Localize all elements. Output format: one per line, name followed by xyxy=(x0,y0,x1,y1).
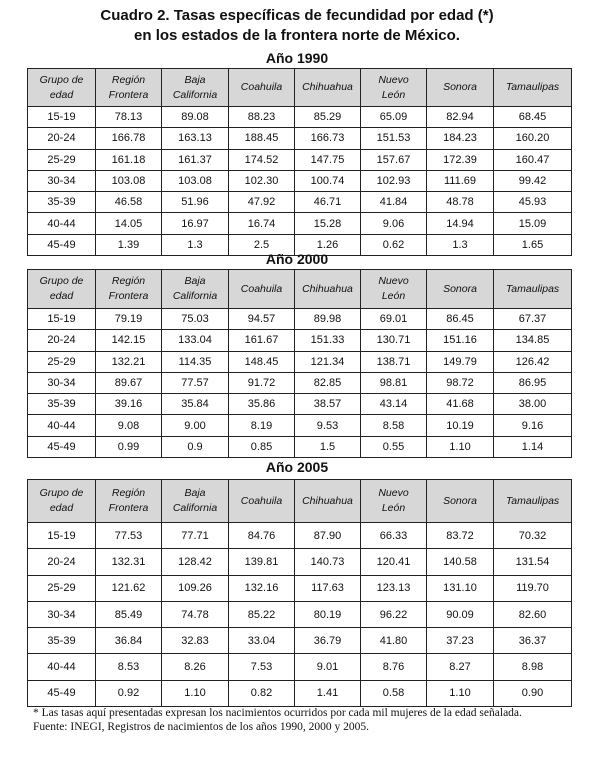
table-1990 xyxy=(27,68,572,256)
title-line-2: en los estados de la frontera norte de México. xyxy=(134,27,460,44)
rate-cell: 47.92 xyxy=(229,192,295,213)
rate-cell: 69.01 xyxy=(361,309,427,330)
table-header-row xyxy=(28,480,572,523)
rate-cell: 8.76 xyxy=(361,654,427,680)
age-group-cell: 35-39 xyxy=(28,192,96,213)
rate-cell: 1.65 xyxy=(494,234,572,255)
header-region-frontera: Región Frontera xyxy=(96,69,162,107)
rate-cell: 65.09 xyxy=(361,107,427,128)
rate-cell: 188.45 xyxy=(229,128,295,149)
table-row xyxy=(28,213,572,234)
rate-cell: 160.20 xyxy=(494,128,572,149)
rate-cell: 33.04 xyxy=(229,628,295,654)
header-baja-california: Baja California xyxy=(162,480,229,523)
rate-cell: 1.10 xyxy=(162,680,229,706)
rate-cell: 82.60 xyxy=(494,601,572,627)
rate-cell: 36.84 xyxy=(96,628,162,654)
footnotes xyxy=(33,706,573,734)
rate-cell: 1.26 xyxy=(295,234,361,255)
rate-cell: 161.67 xyxy=(229,330,295,351)
rate-cell: 1.41 xyxy=(295,680,361,706)
table-row xyxy=(28,372,572,393)
table-row xyxy=(28,149,572,170)
age-group-cell: 40-44 xyxy=(28,654,96,680)
rate-cell: 15.28 xyxy=(295,213,361,234)
header-tamaulipas: Tamaulipas xyxy=(494,270,572,309)
rate-cell: 119.70 xyxy=(494,575,572,601)
rate-cell: 83.72 xyxy=(427,523,494,549)
rate-cell: 172.39 xyxy=(427,149,494,170)
rate-cell: 75.03 xyxy=(162,309,229,330)
rate-cell: 151.33 xyxy=(295,330,361,351)
rate-cell: 109.26 xyxy=(162,575,229,601)
rate-cell: 10.19 xyxy=(427,415,494,436)
source-note: Fuente: INEGI, Registros de nacimientos de los años 1990, 2000 y 2005. xyxy=(33,721,370,733)
rate-cell: 85.49 xyxy=(96,601,162,627)
table-row xyxy=(28,654,572,680)
table-row xyxy=(28,170,572,191)
rate-cell: 138.71 xyxy=(361,351,427,372)
rate-cell: 117.63 xyxy=(295,575,361,601)
table-row xyxy=(28,192,572,213)
rate-cell: 8.58 xyxy=(361,415,427,436)
rate-cell: 151.16 xyxy=(427,330,494,351)
rate-cell: 66.33 xyxy=(361,523,427,549)
rate-cell: 132.21 xyxy=(96,351,162,372)
rate-cell: 36.79 xyxy=(295,628,361,654)
rate-cell: 103.08 xyxy=(96,170,162,191)
age-group-cell: 15-19 xyxy=(28,523,96,549)
rate-cell: 46.71 xyxy=(295,192,361,213)
rate-cell: 43.14 xyxy=(361,394,427,415)
rate-cell: 8.19 xyxy=(229,415,295,436)
document-title xyxy=(0,6,594,46)
rate-cell: 86.45 xyxy=(427,309,494,330)
table-2005 xyxy=(27,479,572,707)
rate-cell: 133.04 xyxy=(162,330,229,351)
rate-cell: 174.52 xyxy=(229,149,295,170)
age-group-cell: 30-34 xyxy=(28,372,96,393)
age-group-cell: 40-44 xyxy=(28,415,96,436)
rate-cell: 121.62 xyxy=(96,575,162,601)
header-baja-california: Baja California xyxy=(162,270,229,309)
rate-cell: 123.13 xyxy=(361,575,427,601)
rate-cell: 89.08 xyxy=(162,107,229,128)
rate-cell: 0.58 xyxy=(361,680,427,706)
rate-cell: 161.18 xyxy=(96,149,162,170)
rate-cell: 35.84 xyxy=(162,394,229,415)
rate-cell: 0.9 xyxy=(162,436,229,457)
rate-cell: 100.74 xyxy=(295,170,361,191)
title-line-1: Cuadro 2. Tasas específicas de fecundidad por edad (*) xyxy=(100,7,494,24)
rate-cell: 140.58 xyxy=(427,549,494,575)
rate-cell: 166.73 xyxy=(295,128,361,149)
rate-cell: 68.45 xyxy=(494,107,572,128)
rate-cell: 37.23 xyxy=(427,628,494,654)
rate-cell: 0.62 xyxy=(361,234,427,255)
rate-cell: 0.99 xyxy=(96,436,162,457)
rate-cell: 132.31 xyxy=(96,549,162,575)
rate-cell: 90.09 xyxy=(427,601,494,627)
rate-cell: 38.57 xyxy=(295,394,361,415)
rate-cell: 9.16 xyxy=(494,415,572,436)
rate-cell: 148.45 xyxy=(229,351,295,372)
header-chihuahua: Chihuahua xyxy=(295,270,361,309)
rate-cell: 131.54 xyxy=(494,549,572,575)
header-baja-california: Baja California xyxy=(162,69,229,107)
rate-cell: 132.16 xyxy=(229,575,295,601)
age-group-cell: 30-34 xyxy=(28,601,96,627)
rate-cell: 79.19 xyxy=(96,309,162,330)
rate-cell: 48.78 xyxy=(427,192,494,213)
rate-cell: 102.30 xyxy=(229,170,295,191)
header-grupo-edad: Grupo de edad xyxy=(28,480,96,523)
rate-cell: 1.10 xyxy=(427,680,494,706)
rate-cell: 39.16 xyxy=(96,394,162,415)
footnote: * Las tasas aquí presentadas expresan los nacimientos ocurridos por cada mil mujeres de la edad señalada. xyxy=(33,707,522,719)
rate-cell: 80.19 xyxy=(295,601,361,627)
rate-cell: 1.3 xyxy=(427,234,494,255)
rate-cell: 89.67 xyxy=(96,372,162,393)
age-group-cell: 20-24 xyxy=(28,549,96,575)
rate-cell: 126.42 xyxy=(494,351,572,372)
age-group-cell: 35-39 xyxy=(28,394,96,415)
age-group-cell: 25-29 xyxy=(28,575,96,601)
rate-cell: 163.13 xyxy=(162,128,229,149)
rate-cell: 84.76 xyxy=(229,523,295,549)
rate-cell: 9.01 xyxy=(295,654,361,680)
table-row xyxy=(28,680,572,706)
table-row xyxy=(28,628,572,654)
header-tamaulipas: Tamaulipas xyxy=(494,480,572,523)
header-tamaulipas: Tamaulipas xyxy=(494,69,572,107)
header-chihuahua: Chihuahua xyxy=(295,480,361,523)
rate-cell: 67.37 xyxy=(494,309,572,330)
rate-cell: 70.32 xyxy=(494,523,572,549)
rate-cell: 77.71 xyxy=(162,523,229,549)
table-row xyxy=(28,523,572,549)
table-row xyxy=(28,436,572,457)
rate-cell: 1.14 xyxy=(494,436,572,457)
rate-cell: 94.57 xyxy=(229,309,295,330)
table-row xyxy=(28,107,572,128)
table-2000 xyxy=(27,269,572,458)
rate-cell: 149.79 xyxy=(427,351,494,372)
rate-cell: 77.57 xyxy=(162,372,229,393)
rate-cell: 85.22 xyxy=(229,601,295,627)
rate-cell: 1.3 xyxy=(162,234,229,255)
rate-cell: 98.72 xyxy=(427,372,494,393)
rate-cell: 45.93 xyxy=(494,192,572,213)
rate-cell: 14.05 xyxy=(96,213,162,234)
age-group-cell: 25-29 xyxy=(28,149,96,170)
rate-cell: 102.93 xyxy=(361,170,427,191)
year-heading-1990: Año 1990 xyxy=(265,50,329,66)
rate-cell: 88.23 xyxy=(229,107,295,128)
header-region-frontera: Región Frontera xyxy=(96,480,162,523)
rate-cell: 166.78 xyxy=(96,128,162,149)
rate-cell: 9.06 xyxy=(361,213,427,234)
rate-cell: 161.37 xyxy=(162,149,229,170)
year-heading-2000: Año 2000 xyxy=(265,251,329,267)
rate-cell: 142.15 xyxy=(96,330,162,351)
year-heading-2005: Año 2005 xyxy=(265,459,329,475)
rate-cell: 160.47 xyxy=(494,149,572,170)
rate-cell: 1.5 xyxy=(295,436,361,457)
rate-cell: 121.34 xyxy=(295,351,361,372)
rate-cell: 51.96 xyxy=(162,192,229,213)
rate-cell: 157.67 xyxy=(361,149,427,170)
rate-cell: 98.81 xyxy=(361,372,427,393)
rate-cell: 82.94 xyxy=(427,107,494,128)
age-group-cell: 45-49 xyxy=(28,436,96,457)
rate-cell: 1.39 xyxy=(96,234,162,255)
rate-cell: 0.92 xyxy=(96,680,162,706)
rate-cell: 77.53 xyxy=(96,523,162,549)
table-header-row xyxy=(28,270,572,309)
age-group-cell: 20-24 xyxy=(28,330,96,351)
table-row xyxy=(28,415,572,436)
rate-cell: 130.71 xyxy=(361,330,427,351)
rate-cell: 114.35 xyxy=(162,351,229,372)
rate-cell: 7.53 xyxy=(229,654,295,680)
header-nuevo-leon: Nuevo León xyxy=(361,270,427,309)
rate-cell: 38.00 xyxy=(494,394,572,415)
rate-cell: 74.78 xyxy=(162,601,229,627)
age-group-cell: 25-29 xyxy=(28,351,96,372)
header-nuevo-leon: Nuevo León xyxy=(361,69,427,107)
rate-cell: 2.5 xyxy=(229,234,295,255)
header-grupo-edad: Grupo de edad xyxy=(28,69,96,107)
table-row xyxy=(28,575,572,601)
table-row xyxy=(28,549,572,575)
age-group-cell: 30-34 xyxy=(28,170,96,191)
table-row xyxy=(28,309,572,330)
rate-cell: 139.81 xyxy=(229,549,295,575)
table-row xyxy=(28,351,572,372)
age-group-cell: 45-49 xyxy=(28,234,96,255)
rate-cell: 91.72 xyxy=(229,372,295,393)
rate-cell: 36.37 xyxy=(494,628,572,654)
rate-cell: 16.74 xyxy=(229,213,295,234)
header-chihuahua: Chihuahua xyxy=(295,69,361,107)
rate-cell: 35.86 xyxy=(229,394,295,415)
age-group-cell: 35-39 xyxy=(28,628,96,654)
rate-cell: 16.97 xyxy=(162,213,229,234)
header-sonora: Sonora xyxy=(427,270,494,309)
rate-cell: 184.23 xyxy=(427,128,494,149)
rate-cell: 0.82 xyxy=(229,680,295,706)
age-group-cell: 15-19 xyxy=(28,107,96,128)
rate-cell: 134.85 xyxy=(494,330,572,351)
rate-cell: 9.08 xyxy=(96,415,162,436)
age-group-cell: 45-49 xyxy=(28,680,96,706)
header-coahuila: Coahuila xyxy=(229,69,295,107)
rate-cell: 96.22 xyxy=(361,601,427,627)
rate-cell: 0.85 xyxy=(229,436,295,457)
rate-cell: 103.08 xyxy=(162,170,229,191)
rate-cell: 0.90 xyxy=(494,680,572,706)
age-group-cell: 15-19 xyxy=(28,309,96,330)
rate-cell: 46.58 xyxy=(96,192,162,213)
rate-cell: 140.73 xyxy=(295,549,361,575)
rate-cell: 8.53 xyxy=(96,654,162,680)
age-group-cell: 20-24 xyxy=(28,128,96,149)
rate-cell: 89.98 xyxy=(295,309,361,330)
table-row xyxy=(28,128,572,149)
rate-cell: 41.84 xyxy=(361,192,427,213)
rate-cell: 78.13 xyxy=(96,107,162,128)
rate-cell: 0.55 xyxy=(361,436,427,457)
header-region-frontera: Región Frontera xyxy=(96,270,162,309)
rate-cell: 111.69 xyxy=(427,170,494,191)
age-group-cell: 40-44 xyxy=(28,213,96,234)
rate-cell: 32.83 xyxy=(162,628,229,654)
rate-cell: 147.75 xyxy=(295,149,361,170)
rate-cell: 1.10 xyxy=(427,436,494,457)
rate-cell: 8.26 xyxy=(162,654,229,680)
rate-cell: 87.90 xyxy=(295,523,361,549)
rate-cell: 131.10 xyxy=(427,575,494,601)
header-sonora: Sonora xyxy=(427,69,494,107)
rate-cell: 9.00 xyxy=(162,415,229,436)
table-header-row xyxy=(28,69,572,107)
rate-cell: 8.98 xyxy=(494,654,572,680)
rate-cell: 8.27 xyxy=(427,654,494,680)
rate-cell: 120.41 xyxy=(361,549,427,575)
rate-cell: 151.53 xyxy=(361,128,427,149)
rate-cell: 128.42 xyxy=(162,549,229,575)
table-row xyxy=(28,330,572,351)
rate-cell: 41.68 xyxy=(427,394,494,415)
rate-cell: 41.80 xyxy=(361,628,427,654)
header-sonora: Sonora xyxy=(427,480,494,523)
rate-cell: 86.95 xyxy=(494,372,572,393)
header-coahuila: Coahuila xyxy=(229,480,295,523)
rate-cell: 85.29 xyxy=(295,107,361,128)
rate-cell: 9.53 xyxy=(295,415,361,436)
rate-cell: 14.94 xyxy=(427,213,494,234)
header-grupo-edad: Grupo de edad xyxy=(28,270,96,309)
header-nuevo-leon: Nuevo León xyxy=(361,480,427,523)
table-row xyxy=(28,394,572,415)
rate-cell: 15.09 xyxy=(494,213,572,234)
rate-cell: 99.42 xyxy=(494,170,572,191)
header-coahuila: Coahuila xyxy=(229,270,295,309)
rate-cell: 82.85 xyxy=(295,372,361,393)
table-row xyxy=(28,601,572,627)
